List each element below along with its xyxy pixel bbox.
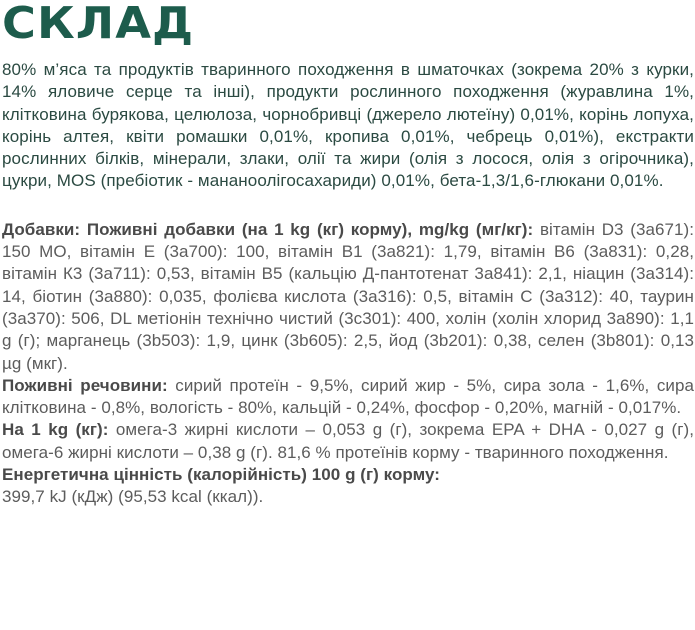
energy-paragraph [2, 464, 694, 509]
per-kg-paragraph [2, 419, 694, 464]
per-kg-label: На 1 kg (кг): [2, 420, 109, 440]
composition-paragraph: 80% м’яса та продуктів тваринного походження в шматочках (зокрема 20% з курки, 14% яловиче серце та інші), продукти рослинного походження (журавлина 1%, клітковина бурякова, целюлоза, чорнобривці (джерело лютеїну) 0,01%, корінь лопуха, корінь алтея, квіти ромашки 0,01%, кропива 0,01%, чебрець 0,01%), екстракти рослинних білків, мінерали, злаки, олії та жири (олія з лосося, олія з огірочника), цукри, MOS (пребіотик - мананоолігосахариди) 0,01%, бета-1,3/1,6-глюкани 0,01%. [2, 60, 694, 191]
nutrients-label: Поживні речовини: [2, 375, 168, 395]
additives-paragraph [2, 219, 694, 375]
nutrients-text: сирий протеїн - 9,5%, сирий жир - 5%, сира зола - 1,6%, сира клітковина - 0,8%, вологість - 80%, кальцій - 0,24%, фосфор - 0,20%, магній - 0,017%. [2, 375, 694, 418]
energy-label: Енергетична цінність (калорійність) 100 g (г) корму: [2, 465, 440, 485]
per-kg-text: омега-3 жирні кислоти – 0,053 g (г), зокрема EPA + DHA - 0,027 g (г), омега-6 жирні кислоти – 0,38 g (г). 81,6 % протеїнів корму - тваринного походження. [2, 420, 694, 462]
additives-label: Добавки: Поживні добавки (на 1 kg (кг) корму), mg/kg (мг/кг): [2, 219, 534, 239]
page-title: СКЛАД [2, 0, 195, 49]
ingredients-document [2, 0, 694, 509]
nutrients-paragraph [2, 375, 694, 420]
energy-text: 399,7 kJ (кДж) (95,53 kcal (ккал)). [2, 487, 264, 507]
additives-text: вітамін D3 (3a671): 150 МО, вітамін Е (3a700): 100, вітамін В1 (3a821): 1,79, вітамін В6 (3a831): 0,28, вітамін К3 (3a711): 0,53, вітамін В5 (кальцію Д-пантотенат 3a841): 2,1, ніацин (3a314): 14, біотин (3a880): 0,035, фолієва кислота (3a316): 0,5, вітамін С (3a312): 40, таурин (3a370): 506, DL метіонін технічно чистий (3c301): 400, холін (холін хлорид 3a890): 1,1 g (г); марганець (3b503): 1,9, цинк (3b605): 2,5, йод (3b201): 0,38, селен (3b801): 0,13 µg (мкг). [2, 219, 694, 373]
